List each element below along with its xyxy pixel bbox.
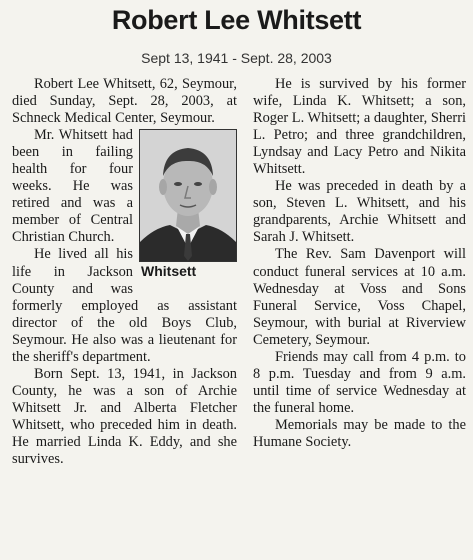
portrait-figure: [139, 129, 237, 280]
paragraph-birth-marriage: Born Sept. 13, 1941, in Jackson County, he was a son of Archie Whitsett Jr. and Alberta Fletcher Whitsett, who preceded him in death. He married Linda K. Eddy, and she survives.: [12, 365, 237, 468]
paragraph-health-church: Mr. Whitsett had been in failing health for four weeks. He was retired and was a member of Central Christian Church.: [12, 127, 133, 246]
paragraph-employment: He lived all his life in Jackson County and was formerly employed as assistant director of the old Boys Club, Seymour. He also was a lieutenant for the sheriff's department.: [12, 246, 237, 365]
paragraph-memorials: Memorials may be made to the Humane Society.: [253, 416, 466, 450]
paragraph-services: The Rev. Sam Davenport will conduct funeral services at 10 a.m. Wednesday at Voss and Sons Funeral Service, Voss Chapel, Seymour, with burial at Riverview Cemetery, Seymour.: [253, 246, 466, 348]
photo-caption: Whitsett: [141, 263, 197, 280]
left-column: [12, 76, 237, 468]
paragraph-death-notice: Robert Lee Whitsett, 62, Seymour, died Sunday, Sept. 28, 2003, at Schneck Medical Center, Seymour.: [12, 76, 237, 127]
portrait-photo: [139, 129, 237, 262]
paragraph-preceded: He was preceded in death by a son, Steven L. Whitsett, and his grandparents, Archie Whitsett and Sarah J. Whitsett.: [253, 178, 466, 246]
obituary-title: Robert Lee Whitsett: [111, 5, 362, 35]
paragraph-visitation: Friends may call from 4 p.m. to 8 p.m. Tuesday and from 9 a.m. until time of service Wednesday at the funeral home.: [253, 348, 466, 416]
right-column: [253, 76, 466, 451]
paragraph-survivors: He is survived by his former wife, Linda K. Whitsett; a son, Roger L. Whitsett; a daughter, Sherri L. Petro; and three grandchildren, Lyndsay and Lacy Petro and Nikita Whitsett.: [253, 76, 466, 178]
life-dates: Sept 13, 1941 - Sept. 28, 2003: [141, 50, 332, 66]
